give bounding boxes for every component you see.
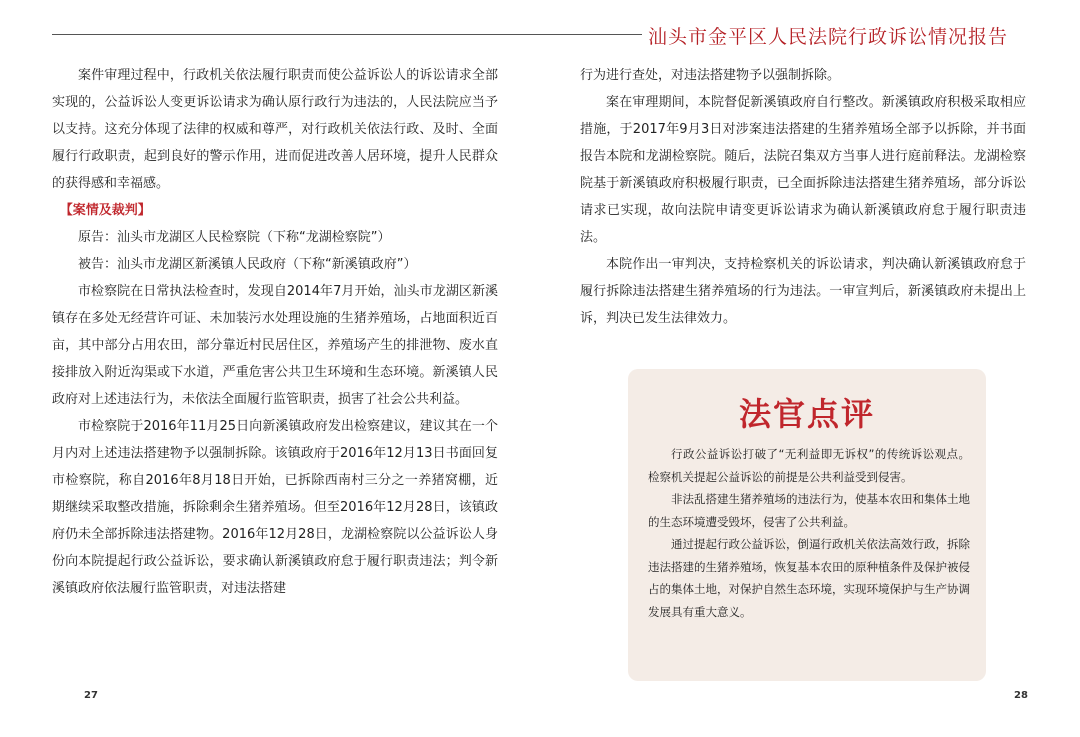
page-number-right: 28 [1014, 690, 1028, 701]
comment-paragraph: 非法乱搭建生猪养殖场的违法行为，使基本农田和集体土地的生态环境遭受毁坏，侵害了公共利益。 [648, 492, 970, 529]
plaintiff-line: 原告：汕头市龙湖区人民检察院（下称“龙湖检察院”） [78, 230, 391, 245]
comment-paragraph: 通过提起行政公益诉讼，倒逼行政机关依法高效行政，拆除违法搭建的生猪养殖场，恢复基本农田的原种植条件及保护被侵占的集体土地，对保护自然生态环境，实现环境保护与生产协调发展具有重大意义。 [648, 537, 970, 619]
paragraph: 市检察院在日常执法检查时，发现自2014年7月开始，汕头市龙湖区新溪镇存在多处无经营许可证、未加装污水处理设施的生猪养殖场，占地面积近百亩，其中部分占用农田，部分靠近村民居住区，养殖场产生的排泄物、废水直接排放入附近沟渠或下水道，严重危害公共卫生环境和生态环境。新溪镇人民政府对上述违法行为，未依法全面履行监管职责，损害了社会公共利益。 [52, 284, 498, 407]
judge-comment-title: 法官点评 [738, 395, 875, 433]
header-rule [52, 34, 642, 35]
section-heading: 【案情及裁判】 [59, 203, 151, 218]
running-header-title: 汕头市金平区人民法院行政诉讼情况报告 [648, 26, 1009, 48]
paragraph: 本院作出一审判决，支持检察机关的诉讼请求，判决确认新溪镇政府怠于履行拆除违法搭建生猪养殖场的行为违法。一审宣判后，新溪镇政府未提出上诉，判决已发生法律效力。 [580, 257, 1026, 326]
page-number-left: 27 [84, 690, 98, 701]
comment-paragraph: 行政公益诉讼打破了“无利益即无诉权”的传统诉讼观点。检察机关提起公益诉讼的前提是公共利益受到侵害。 [648, 447, 970, 484]
defendant-line: 被告：汕头市龙湖区新溪镇人民政府（下称“新溪镇政府”） [78, 257, 417, 272]
right-page-column [580, 62, 1026, 332]
paragraph: 案在审理期间，本院督促新溪镇政府自行整改。新溪镇政府积极采取相应措施，于2017年9月3日对涉案违法搭建的生猪养殖场全部予以拆除，并书面报告本院和龙湖检察院。随后，法院召集双方当事人进行庭前释法。龙湖检察院基于新溪镇政府积极履行职责，已全面拆除违法搭建生猪养殖场，部分诉讼请求已实现，故向法院申请变更诉讼请求为确认新溪镇政府怠于履行职责违法。 [580, 95, 1026, 245]
left-page-column [52, 62, 498, 602]
paragraph-continuation: 行为进行查处，对违法搭建物予以强制拆除。 [580, 68, 841, 83]
judge-comment-box [628, 369, 986, 681]
judge-comment-body [648, 443, 970, 623]
paragraph: 市检察院于2016年11月25日向新溪镇政府发出检察建议，建议其在一个月内对上述违法搭建物予以强制拆除。该镇政府于2016年12月13日书面回复市检察院，称自2016年8月18日开始，已拆除西南村三分之一养猪窝棚，近期继续采取整改措施，拆除剩余生猪养殖场。但至2016年12月28日，该镇政府仍未全部拆除违法搭建物。2016年12月28日，龙湖检察院以公益诉讼人身份向本院提起行政公益诉讼，要求确认新溪镇政府怠于履行职责违法；判令新溪镇政府依法履行监管职责，对违法搭建 [52, 419, 498, 596]
paragraph: 案件审理过程中，行政机关依法履行职责而使公益诉讼人的诉讼请求全部实现的，公益诉讼人变更诉讼请求为确认原行政行为违法的，人民法院应当予以支持。这充分体现了法律的权威和尊严，对行政机关依法行政、及时、全面履行行政职责，起到良好的警示作用，进而促进改善人居环境，提升人民群众的获得感和幸福感。 [52, 68, 498, 191]
